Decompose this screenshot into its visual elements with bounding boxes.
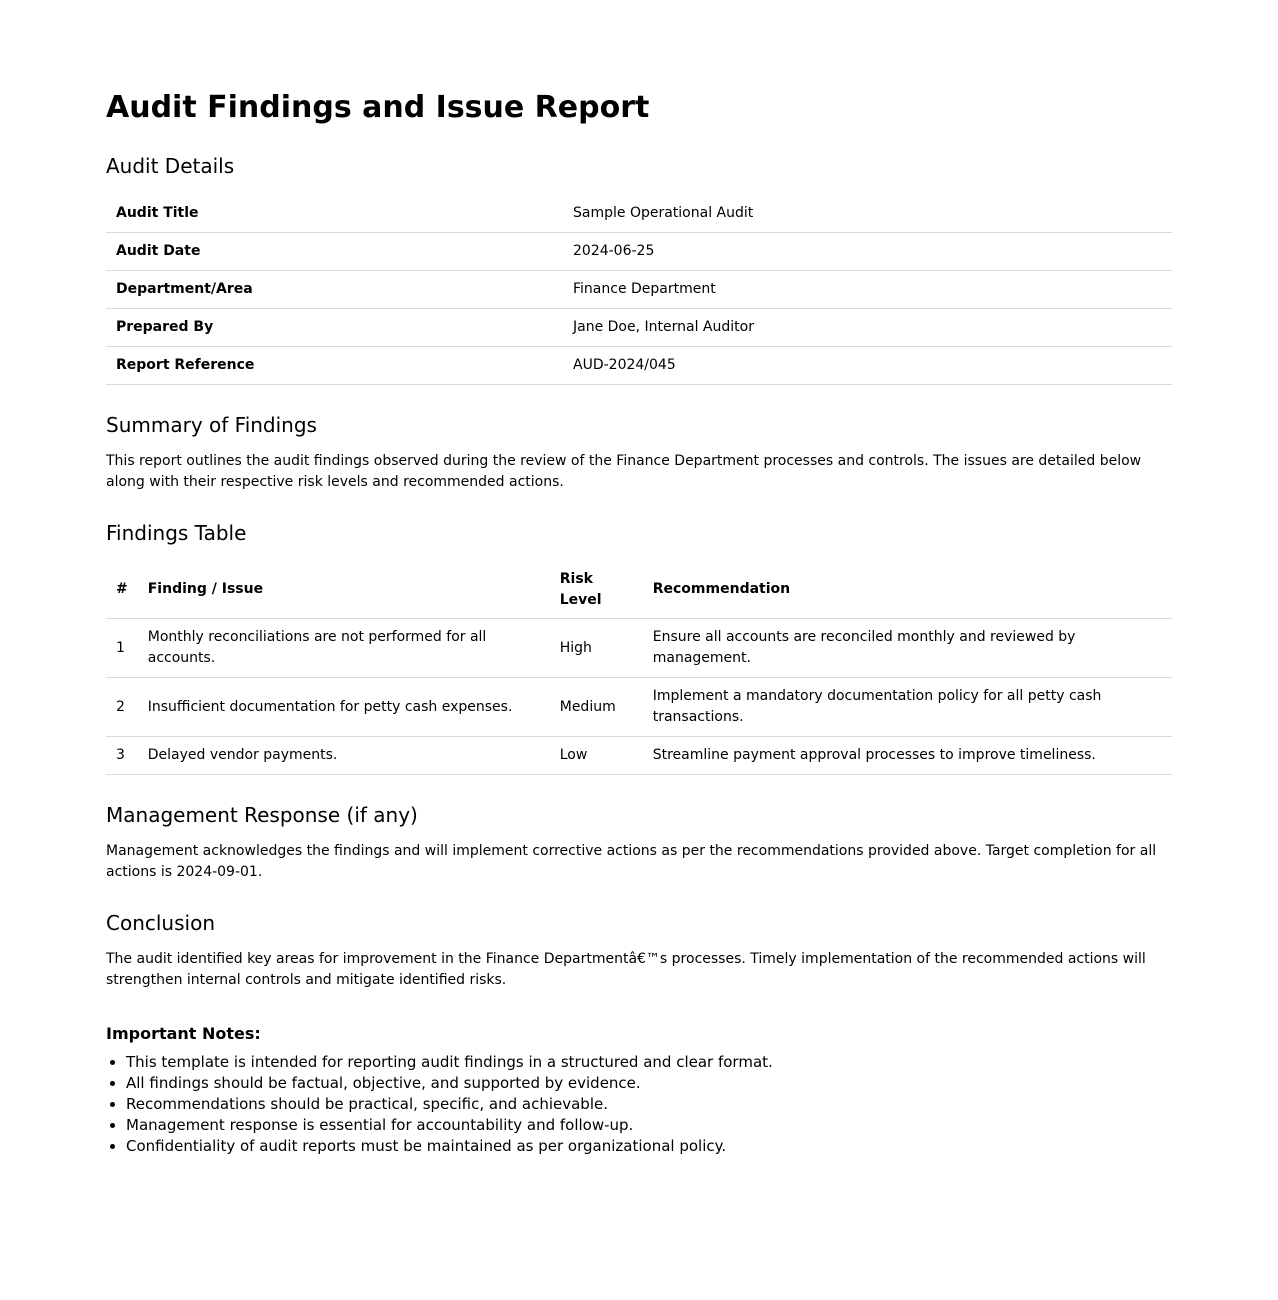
summary-section	[106, 411, 1172, 493]
detail-label: Department/Area	[106, 271, 563, 309]
conclusion-heading: Conclusion	[106, 911, 215, 935]
report-page	[106, 0, 1172, 1157]
summary-heading: Summary of Findings	[106, 413, 317, 437]
audit-details-heading: Audit Details	[106, 154, 235, 178]
finding-text: Insufficient documentation for petty cash expenses.	[138, 678, 550, 737]
risk-level: Medium	[550, 678, 643, 737]
finding-number: 2	[106, 678, 138, 737]
conclusion-section	[106, 909, 1172, 991]
management-response-text: Management acknowledges the findings and will implement corrective actions as per the recommendations provided above. Target completion for all actions is 2024-09-01.	[106, 843, 1157, 880]
list-item: • All findings should be factual, objective, and supported by evidence.	[126, 1073, 1172, 1094]
column-header-recommendation: Recommendation	[643, 561, 1172, 619]
detail-value: Jane Doe, Internal Auditor	[563, 309, 1172, 347]
detail-value: Sample Operational Audit	[563, 195, 1172, 233]
table-row	[106, 195, 1172, 233]
management-response-section	[106, 801, 1172, 883]
risk-level: Low	[550, 737, 643, 775]
table-row	[106, 619, 1172, 678]
table-row	[106, 271, 1172, 309]
important-notes-list	[106, 1052, 1172, 1157]
detail-label: Prepared By	[106, 309, 563, 347]
finding-number: 3	[106, 737, 138, 775]
table-row	[106, 309, 1172, 347]
findings-heading: Findings Table	[106, 521, 247, 545]
recommendation-text: Streamline payment approval processes to improve timeliness.	[643, 737, 1172, 775]
management-response-heading: Management Response (if any)	[106, 803, 418, 827]
conclusion-text: The audit identified key areas for improvement in the Finance Departmentâ€™s processes. Timely implementation of the recommended actions will strengthen internal controls and mitigate identified risks.	[106, 951, 1146, 988]
column-header-risk: Risk Level	[550, 561, 643, 619]
detail-label: Audit Date	[106, 233, 563, 271]
list-item: • Confidentiality of audit reports must be maintained as per organizational policy.	[126, 1136, 1172, 1157]
finding-text: Delayed vendor payments.	[138, 737, 550, 775]
list-item: • Recommendations should be practical, specific, and achievable.	[126, 1094, 1172, 1115]
detail-value: 2024-06-25	[563, 233, 1172, 271]
detail-label: Report Reference	[106, 347, 563, 385]
table-row	[106, 737, 1172, 775]
detail-label: Audit Title	[106, 195, 563, 233]
audit-details-table	[106, 195, 1172, 385]
recommendation-text: Ensure all accounts are reconciled monthly and reviewed by management.	[643, 619, 1172, 678]
table-row	[106, 233, 1172, 271]
risk-level: High	[550, 619, 643, 678]
list-item: • Management response is essential for accountability and follow-up.	[126, 1115, 1172, 1136]
important-notes-section	[106, 1023, 1172, 1157]
findings-section	[106, 519, 1172, 775]
important-notes-heading: Important Notes:	[106, 1024, 261, 1043]
list-item: • This template is intended for reporting audit findings in a structured and clear format.	[126, 1052, 1172, 1073]
page-title: Audit Findings and Issue Report	[106, 90, 650, 125]
recommendation-text: Implement a mandatory documentation policy for all petty cash transactions.	[643, 678, 1172, 737]
table-row	[106, 678, 1172, 737]
finding-text: Monthly reconciliations are not performed for all accounts.	[138, 619, 550, 678]
column-header-number: #	[106, 561, 138, 619]
table-row	[106, 347, 1172, 385]
detail-value: Finance Department	[563, 271, 1172, 309]
findings-header-row	[106, 561, 1172, 619]
column-header-finding: Finding / Issue	[138, 561, 550, 619]
finding-number: 1	[106, 619, 138, 678]
summary-text: This report outlines the audit findings observed during the review of the Finance Department processes and controls. The issues are detailed below along with their respective risk levels and recommended actions.	[106, 453, 1142, 490]
detail-value: AUD-2024/045	[563, 347, 1172, 385]
findings-table	[106, 561, 1172, 775]
audit-details-section	[106, 152, 1172, 385]
